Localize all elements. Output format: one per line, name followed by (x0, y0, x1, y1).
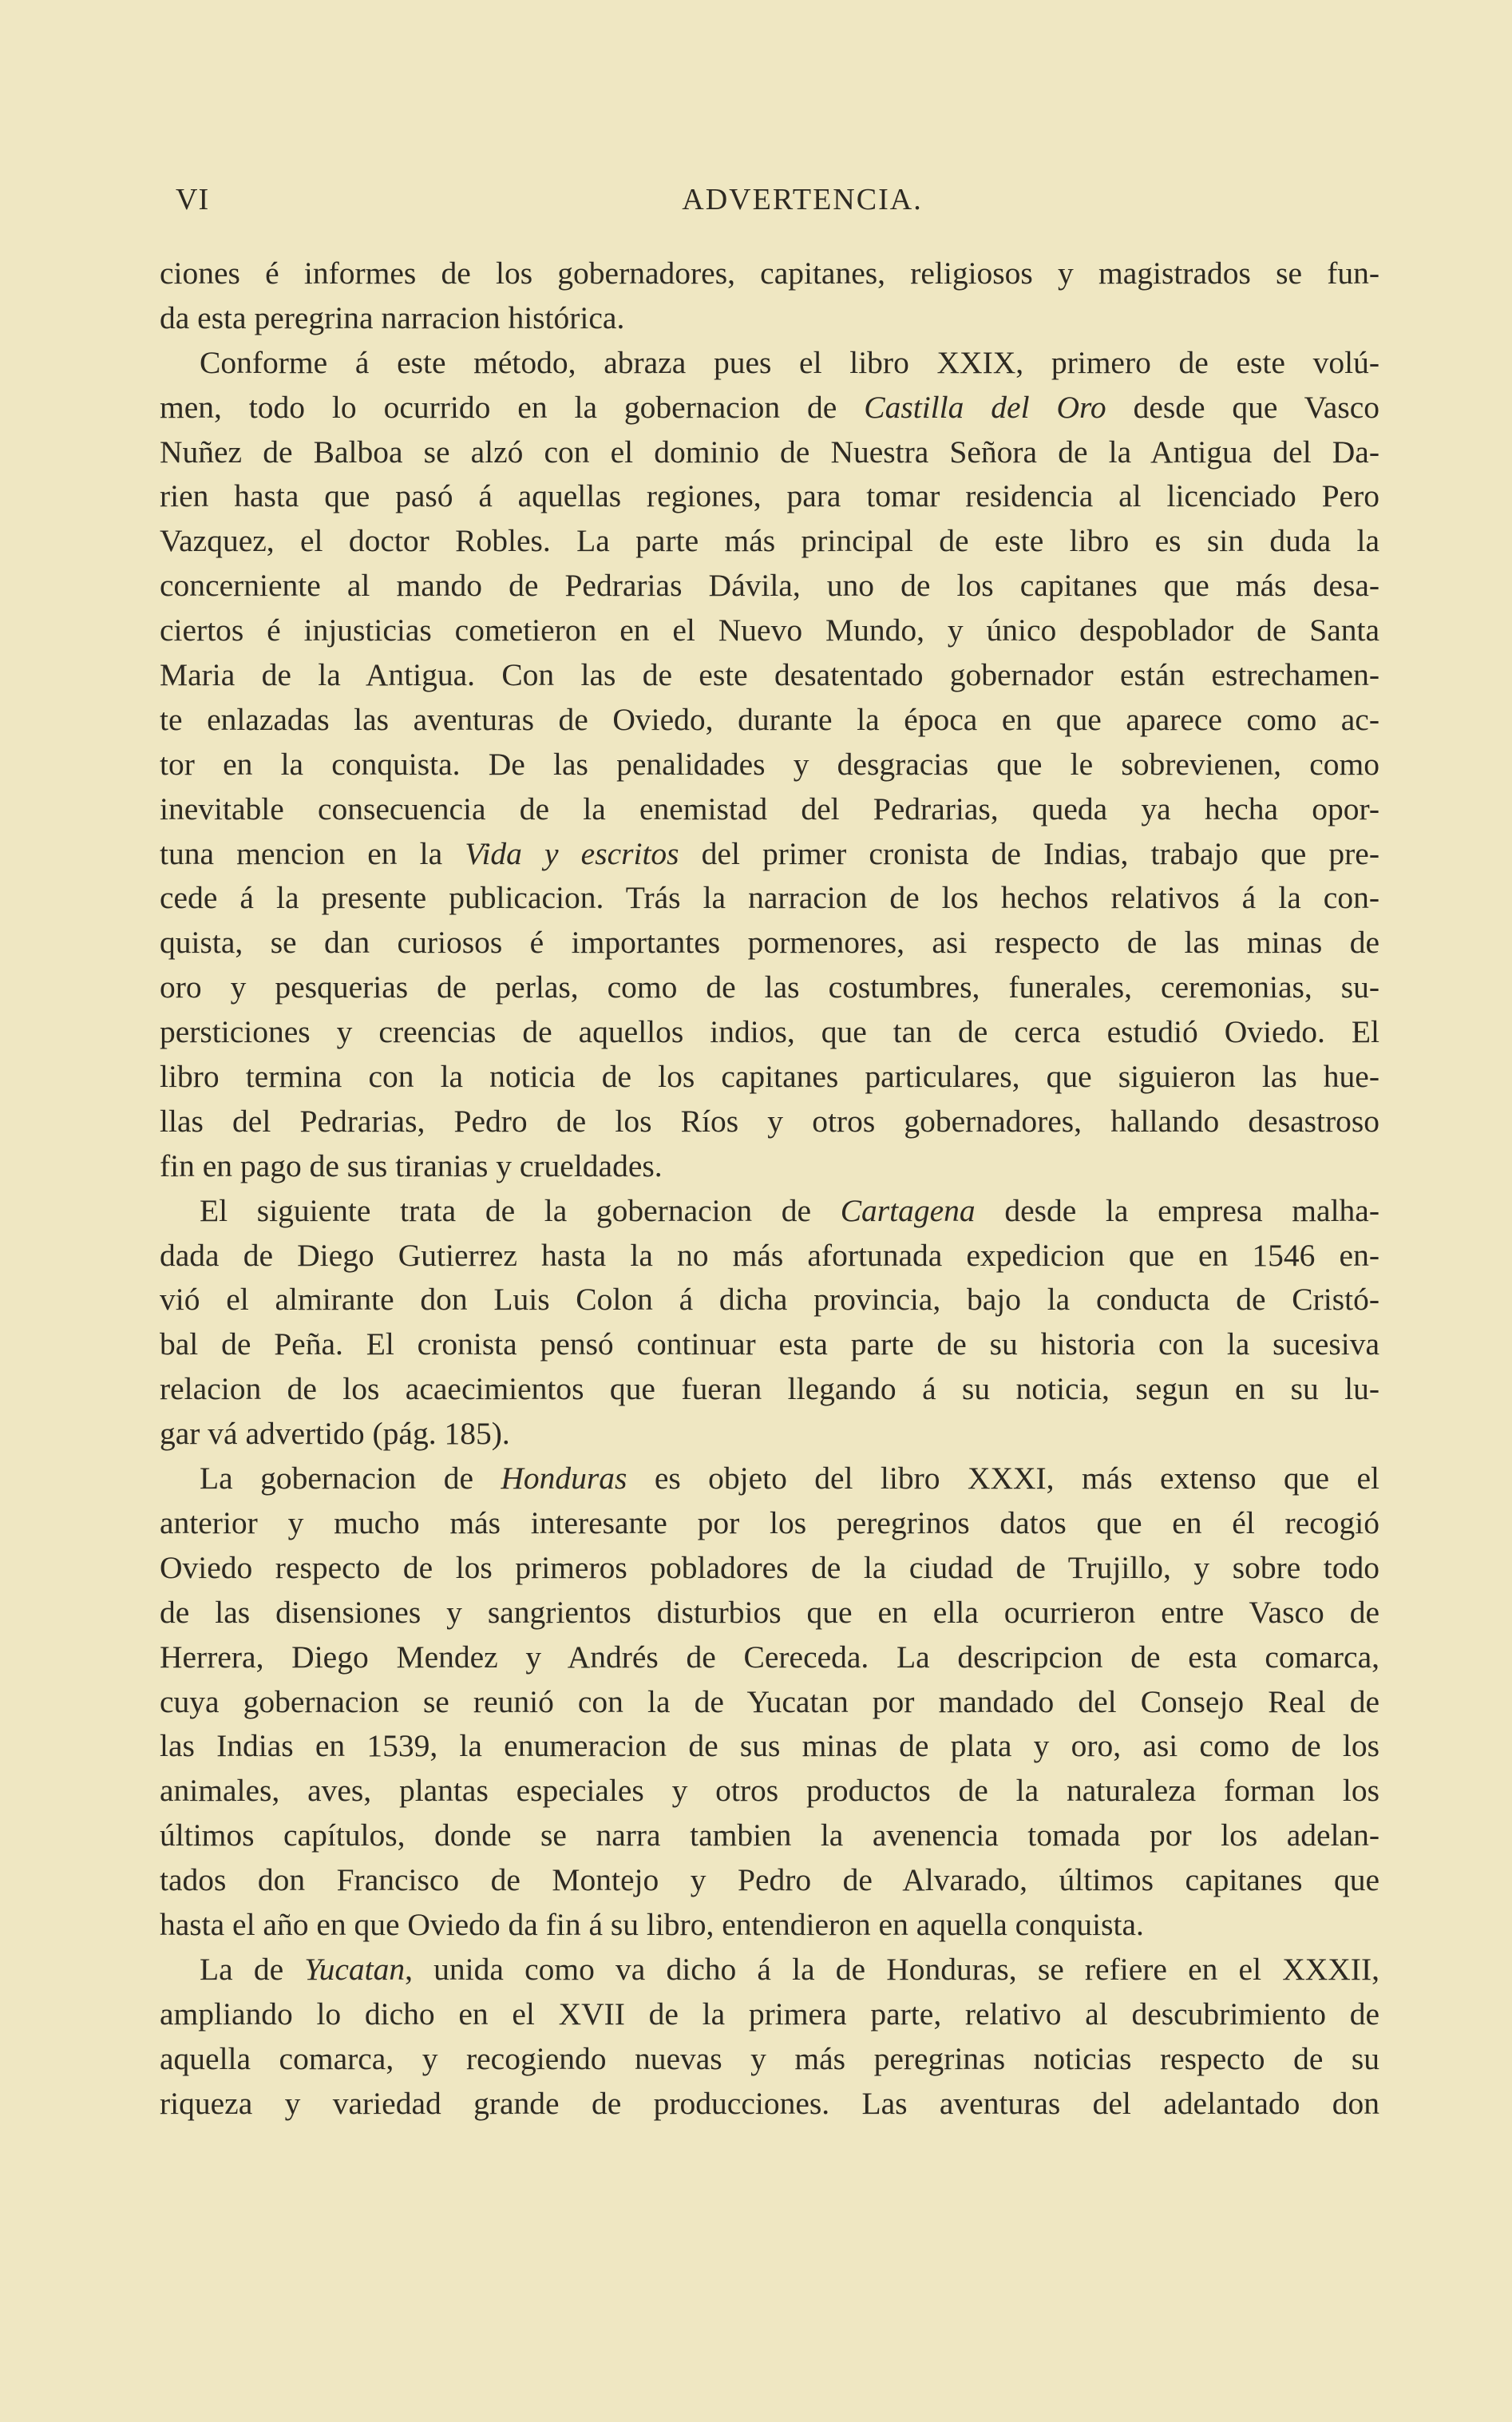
text-line: te enlazadas las aventuras de Oviedo, durante la época en que aparece como ac- (160, 701, 1379, 737)
text-line: Nuñez de Balboa se alzó con el dominio de Nuestra Señora de la Antigua del Da- (160, 434, 1379, 470)
body-text (160, 252, 1379, 2126)
text-line: Oviedo respecto de los primeros pobladores de la ciudad de Trujillo, y sobre todo (160, 1549, 1379, 1585)
text-line: ampliando lo dicho en el XVII de la primera parte, relativo al descubrimiento de (160, 1996, 1379, 2032)
text-line: Herrera, Diego Mendez y Andrés de Cereceda. La descripcion de esta comarca, (160, 1639, 1379, 1675)
text-line: ciones é informes de los gobernadores, capitanes, religiosos y magistrados se fun- (160, 256, 1379, 291)
italic-term: Yucatan (304, 1951, 406, 1987)
text-line: llas del Pedrarias, Pedro de los Ríos y otros gobernadores, hallando desastroso (160, 1103, 1379, 1139)
page-header (176, 182, 1381, 233)
text-line: da esta peregrina narracion histórica. (160, 299, 625, 335)
text-line: animales, aves, plantas especiales y otros productos de la naturaleza forman los (160, 1773, 1379, 1809)
text-line: aquella comarca, y recogiendo nuevas y más peregrinas noticias respecto de su (160, 2040, 1379, 2076)
text-line: fin en pago de sus tiranias y crueldades. (160, 1148, 663, 1183)
running-title: ADVERTENCIA. (682, 183, 923, 216)
text-line: libro termina con la noticia de los capitanes particulares, que siguieron las hue- (160, 1059, 1379, 1095)
text-line: tor en la conquista. De las penalidades y desgracias que le sobrevienen, como (160, 746, 1379, 782)
text-line: La gobernacion de Honduras es objeto del libro XXXI, más extenso que el (200, 1461, 1379, 1496)
text-line: gar vá advertido (pág. 185). (160, 1416, 510, 1452)
text-line: hasta el año en que Oviedo da fin á su libro, entendieron en aquella conquista. (160, 1906, 1144, 1942)
text-line: tados don Francisco de Montejo y Pedro de Alvarado, últimos capitanes que (160, 1862, 1379, 1898)
text-line: quista, se dan curiosos é importantes pormenores, asi respecto de las minas de (160, 925, 1379, 961)
text-line: persticiones y creencias de aquellos indios, que tan de cerca estudió Oviedo. El (160, 1014, 1379, 1050)
text-line: Maria de la Antigua. Con las de este desatentado gobernador están estrechamen- (160, 657, 1379, 693)
text-line: bal de Peña. El cronista pensó continuar esta parte de su historia con la sucesiva (160, 1326, 1379, 1362)
page-number: VI (176, 183, 210, 216)
italic-term: Honduras (501, 1461, 627, 1496)
text-line: oro y pesquerias de perlas, como de las costumbres, funerales, ceremonias, su- (160, 969, 1379, 1005)
italic-term: Cartagena (840, 1192, 976, 1228)
text-line: El siguiente trata de la gobernacion de Cartagena desde la empresa malha- (200, 1192, 1379, 1228)
italic-term: Vida y escritos (465, 835, 679, 871)
text-line: cede á la presente publicacion. Trás la narracion de los hechos relativos á la con- (160, 880, 1379, 916)
text-line: las Indias en 1539, la enumeracion de sus minas de plata y oro, asi como de los (160, 1728, 1379, 1764)
text-line: riqueza y variedad grande de producciones. Las aventuras del adelantado don (160, 2085, 1379, 2121)
text-line: La de Yucatan, unida como va dicho á la de Honduras, se refiere en el XXXII, (200, 1951, 1379, 1987)
text-line: últimos capítulos, donde se narra tambien la avenencia tomada por los adelan- (160, 1817, 1379, 1853)
text-line: men, todo lo ocurrido en la gobernacion de Castilla del Oro desde que Vasco (160, 389, 1379, 425)
text-line: anterior y mucho más interesante por los peregrinos datos que en él recogió (160, 1504, 1379, 1540)
text-line: tuna mencion en la Vida y escritos del primer cronista de Indias, trabajo que pre- (160, 835, 1379, 871)
text-line: Vazquez, el doctor Robles. La parte más principal de este libro es sin duda la (160, 523, 1379, 559)
text-line: cuya gobernacion se reunió con la de Yucatan por mandado del Consejo Real de (160, 1683, 1379, 1719)
text-line: Conforme á este método, abraza pues el libro XXIX, primero de este volú- (200, 344, 1379, 380)
text-line: de las disensiones y sangrientos disturbios que en ella ocurrieron entre Vasco de (160, 1594, 1379, 1630)
text-line: vió el almirante don Luis Colon á dicha provincia, bajo la conducta de Cristó- (160, 1282, 1379, 1318)
text-line: relacion de los acaecimientos que fueran llegando á su noticia, segun en su lu- (160, 1371, 1379, 1407)
text-line: dada de Diego Gutierrez hasta la no más afortunada expedicion que en 1546 en- (160, 1237, 1379, 1273)
text-line: ciertos é injusticias cometieron en el Nuevo Mundo, y único despoblador de Santa (160, 612, 1379, 648)
text-line: rien hasta que pasó á aquellas regiones, para tomar residencia al licenciado Pero (160, 478, 1379, 514)
italic-term: Castilla del Oro (864, 389, 1106, 425)
text-line: concerniente al mando de Pedrarias Dávila, uno de los capitanes que más desa- (160, 568, 1379, 604)
text-line: inevitable consecuencia de la enemistad del Pedrarias, queda ya hecha opor- (160, 791, 1379, 826)
